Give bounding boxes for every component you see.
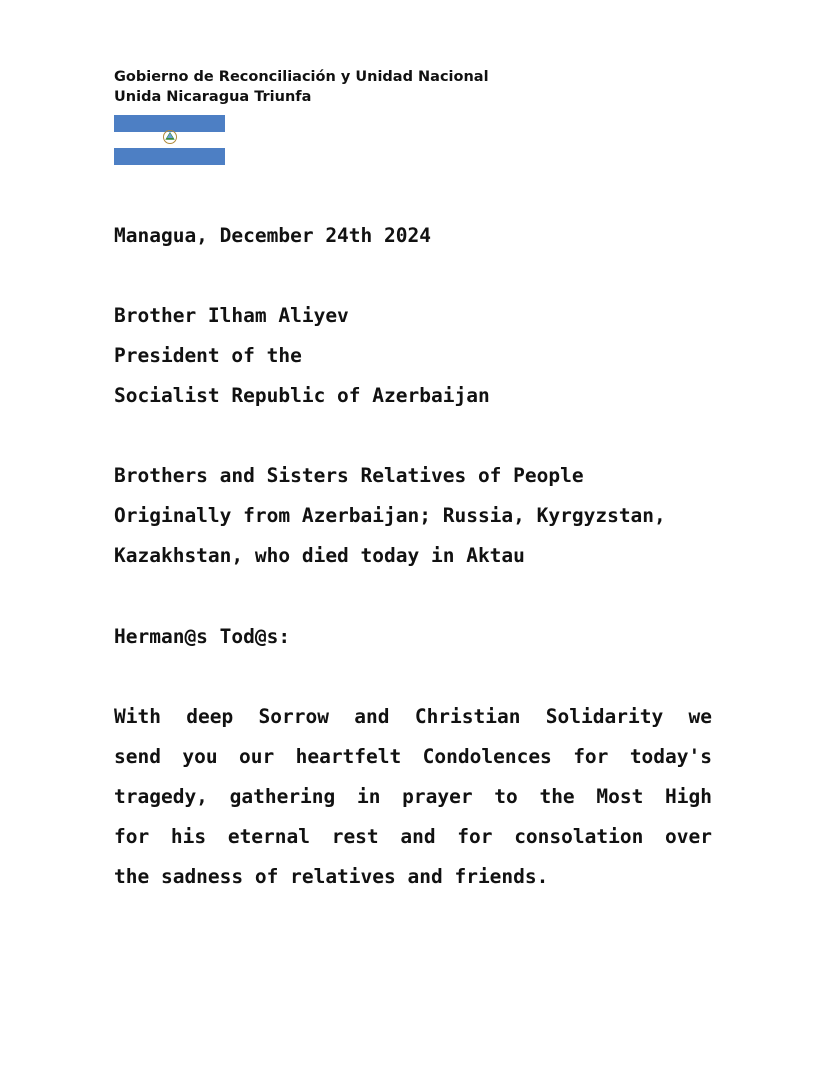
recipient-title: President of the [114,344,302,367]
addressees-block [114,456,712,576]
addressees-line: Originally from Azerbaijan; Russia, Kyrgyzstan, [114,504,666,527]
letterhead-government-name: Gobierno de Reconciliación y Unidad Nacional [114,69,489,85]
salutation-block [114,617,712,657]
body-line: for his eternal rest and for consolation over [114,825,712,848]
flag-bottom-band [114,148,225,165]
body-line: send you our heartfelt Condolences for today's [114,745,712,768]
letter-date: Managua, December 24th 2024 [114,224,431,247]
letterhead [114,67,489,107]
letter-date-block [114,216,712,256]
flag-middle-band [114,132,225,149]
recipient-block [114,296,712,416]
letter-body [114,697,712,897]
salutation: Herman@s Tod@s: [114,625,291,648]
body-line: With deep Sorrow and Christian Solidarity we [114,705,712,728]
coat-of-arms-icon [162,129,178,145]
letterhead-slogan: Unida Nicaragua Triunfa [114,89,312,105]
addressees-line: Brothers and Sisters Relatives of People [114,464,584,487]
recipient-name: Brother Ilham Aliyev [114,304,349,327]
recipient-country: Socialist Republic of Azerbaijan [114,384,490,407]
addressees-line: Kazakhstan, who died today in Aktau [114,544,525,567]
body-line: tragedy, gathering in prayer to the Most High [114,785,712,808]
nicaragua-flag-icon [114,115,225,165]
body-line: the sadness of relatives and friends. [114,865,549,888]
